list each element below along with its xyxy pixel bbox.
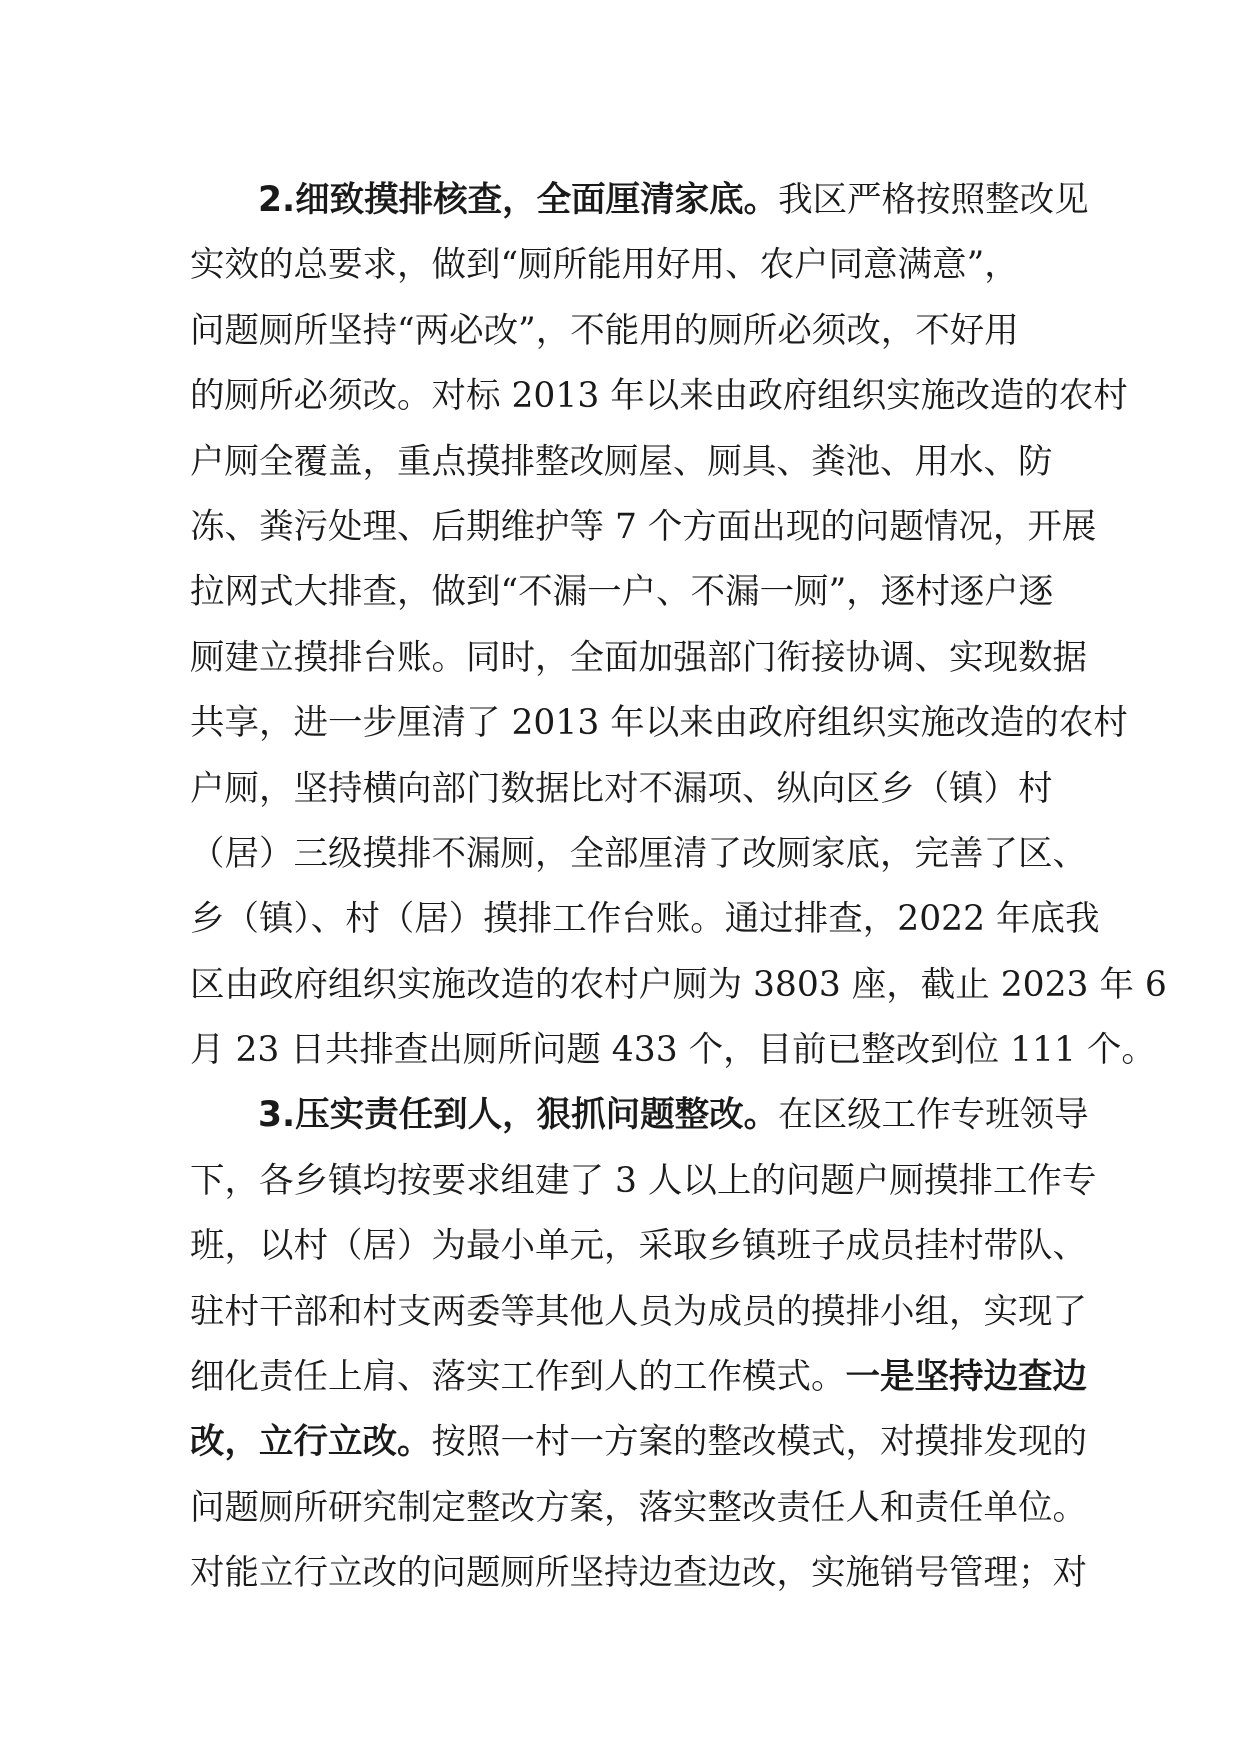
text-line: 冻、粪污处理、后期维护等 7 个方面出现的问题情况，开展	[190, 506, 1097, 547]
text-line-with-subheading	[190, 1345, 1087, 1410]
text-line: 户厕全覆盖，重点摸排整改厕屋、厕具、粪池、用水、防	[190, 441, 1053, 482]
sub-heading-part1: 一是坚持边查边	[845, 1357, 1087, 1398]
body-text	[190, 168, 1167, 1607]
paragraph-3-first-line	[190, 1083, 1089, 1148]
text-line: 拉网式大排查，做到“不漏一户、不漏一厕”，逐村逐户逐	[190, 572, 1054, 613]
text-segment: 按照一村一方案的整改模式，对摸排发现的	[431, 1422, 1087, 1463]
text-line: 班，以村（居）为最小单元，采取乡镇班子成员挂村带队、	[190, 1226, 1087, 1267]
text-line: 共享，进一步厘清了 2013 年以来由政府组织实施改造的农村	[190, 703, 1128, 744]
text-line: 驻村干部和村支两委等其他人员为成员的摸排小组，实现了	[190, 1291, 1087, 1332]
text-line: 实效的总要求，做到“厕所能用好用、农户同意满意”，	[190, 245, 1019, 286]
sub-heading-part2: 改，立行立改。	[190, 1422, 432, 1463]
text-line-with-subheading	[190, 1410, 1087, 1475]
text-segment: 细化责任上肩、落实工作到人的工作模式。	[190, 1357, 846, 1398]
section-2-heading: 2.细致摸排核查，全面厘清家底。	[258, 180, 779, 220]
text-line: （居）三级摸排不漏厕，全部厘清了改厕家底，完善了区、	[190, 833, 1087, 874]
text-line: 区由政府组织实施改造的农村户厕为 3803 座，截止 2023 年 6	[190, 964, 1167, 1005]
text-line: 问题厕所研究制定整改方案，落实整改责任人和责任单位。	[190, 1487, 1087, 1528]
text-line: 的厕所必须改。对标 2013 年以来由政府组织实施改造的农村	[190, 376, 1128, 417]
text-line: 下，各乡镇均按要求组建了 3 人以上的问题户厕摸排工作专	[190, 1160, 1097, 1201]
text-line: 对能立行立改的问题厕所坚持边查边改，实施销号管理；对	[190, 1553, 1087, 1594]
section-3-heading: 3.压实责任到人，狠抓问题整改。	[258, 1095, 779, 1136]
text-line: 问题厕所坚持“两必改”，不能用的厕所必须改，不好用	[190, 310, 1019, 351]
text-line: 户厕，坚持横向部门数据比对不漏项、纵向区乡（镇）村	[190, 768, 1053, 809]
text-line: 在区级工作专班领导	[778, 1095, 1089, 1136]
paragraph-2-first-line	[190, 168, 1089, 233]
text-line: 月 23 日共排查出厕所问题 433 个，目前已整改到位 111 个。	[190, 1030, 1156, 1071]
text-line: 厕建立摸排台账。同时，全面加强部门衔接协调、实现数据	[190, 637, 1087, 678]
text-line: 乡（镇）、村（居）摸排工作台账。通过排查，2022 年底我	[190, 899, 1100, 940]
text-line: 我区严格按照整改见	[778, 180, 1089, 220]
